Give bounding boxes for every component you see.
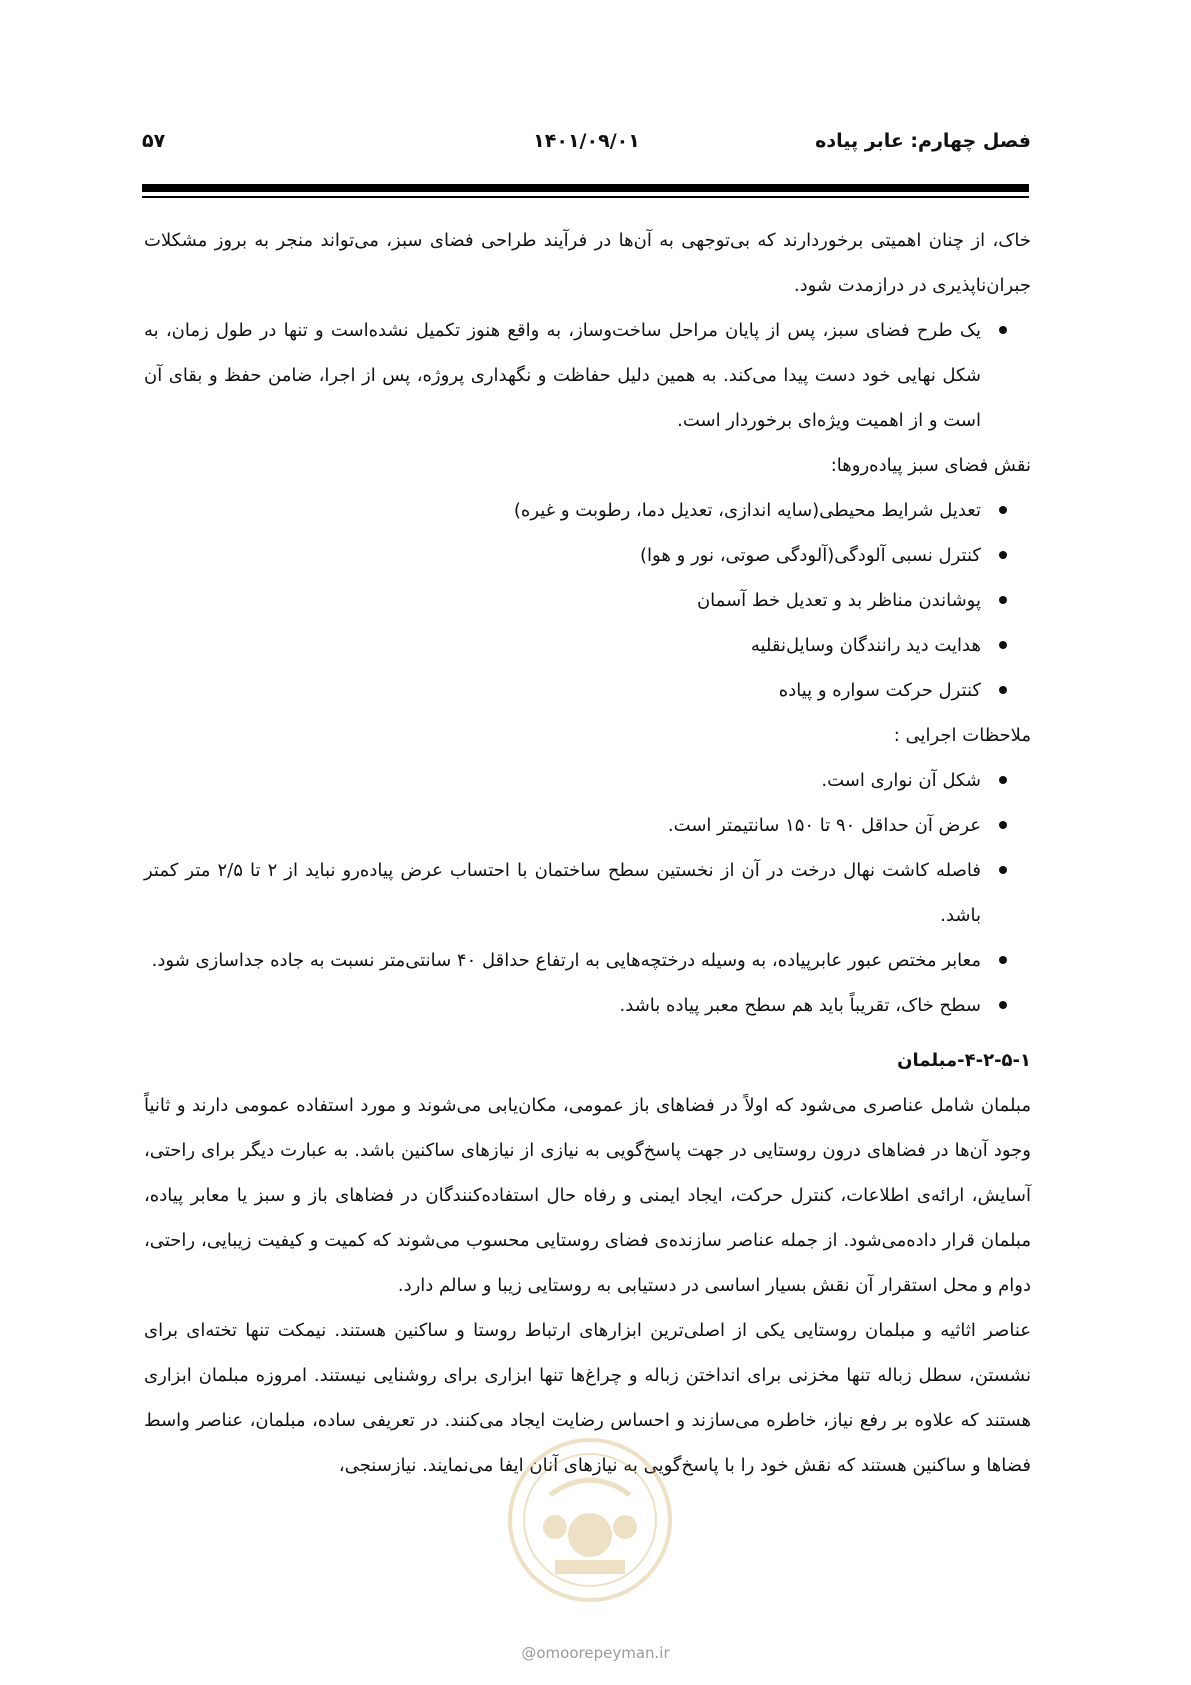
header-date: ۱۴۰۱/۰۹/۰۱ bbox=[533, 130, 640, 152]
bullet-icon bbox=[999, 686, 1007, 694]
list-item: فاصله کاشت نهال درخت در آن از نخستین سطح ساختمان با احتساب عرض پیاده‌رو نباید از ۲ تا ۲/۵ متر کمتر باشد. bbox=[144, 848, 1031, 938]
page-header bbox=[142, 130, 1031, 164]
bullet-icon bbox=[999, 821, 1007, 829]
bullet-list-maintenance bbox=[144, 308, 1031, 443]
bullet-icon bbox=[999, 866, 1007, 874]
bullet-list-notes bbox=[144, 758, 1031, 1028]
list-item: پوشاندن مناظر بد و تعدیل خط آسمان bbox=[144, 578, 1031, 623]
list-item: سطح خاک، تقریباً باید هم سطح معبر پیاده باشد. bbox=[144, 983, 1031, 1028]
list-item: معابر مختص عبور عابرپیاده، به وسیله درختچه‌هایی به ارتفاع حداقل ۴۰ سانتی‌متر نسبت به جاده جداسازی شود. bbox=[144, 938, 1031, 983]
bullet-icon bbox=[999, 956, 1007, 964]
body-content bbox=[144, 218, 1031, 1488]
furniture-paragraph-1: مبلمان شامل عناصری می‌شود که اولاً در فضاهای باز عمومی، مکان‌یابی می‌شوند و مورد استفاده عمومی دارند و ثانیاً وجود آن‌ها در فضاهای درون روستایی در جهت پاسخ‌گویی به نیازی از نیازهای ساکنین باشد. به عبارت دیگر برای راحتی، آسایش، ارائه‌ی اطلاعات، کنترل حرکت، ایجاد ایمنی و رفاه حال استفاده‌کنندگان در فضاهای باز و سبز یا معابر پیاده، مبلمان قرار داده‌می‌شود. از جمله عناصر سازنده‌ی فضای روستایی محسوب می‌شوند که کمیت و کیفیت زیبایی، راحتی، دوام و محل استقرار آن نقش بسیار اساسی در دستیابی به روستایی زیبا و سالم دارد. bbox=[144, 1095, 1031, 1296]
list-item: هدایت دید رانندگان وسایل‌نقلیه bbox=[144, 623, 1031, 668]
list-item: تعدیل شرایط محیطی(سایه اندازی، تعدیل دما، رطوبت و غیره) bbox=[144, 488, 1031, 533]
list-item: کنترل حرکت سواره و پیاده bbox=[144, 668, 1031, 713]
bullet-icon bbox=[999, 596, 1007, 604]
header-rule-thick bbox=[142, 184, 1029, 192]
list-item: یک طرح فضای سبز، پس از پایان مراحل ساخت‌وساز، به واقع هنوز تکمیل نشده‌است و تنها در طول زمان، به شکل نهایی خود دست پیدا می‌کند. به همین دلیل حفاظت و نگهداری پروژه، پس از اجرا، ضامن حفظ و بقای آن است و از اهمیت ویژه‌ای برخوردار است. bbox=[144, 308, 1031, 443]
section-heading: ۴-۲-۵-۱-مبلمان bbox=[897, 1050, 1031, 1071]
bullet-icon bbox=[999, 776, 1007, 784]
roles-title: نقش فضای سبز پیاده‌روها: bbox=[830, 455, 1031, 476]
bullet-icon bbox=[999, 1001, 1007, 1009]
bullet-icon bbox=[999, 326, 1007, 334]
bullet-icon bbox=[999, 506, 1007, 514]
watermark-seal-icon bbox=[505, 1435, 675, 1605]
list-item: کنترل نسبی آلودگی(آلودگی صوتی، نور و هوا) bbox=[144, 533, 1031, 578]
furniture-paragraph-2: عناصر اثاثیه و مبلمان روستایی یکی از اصلی‌ترین ابزارهای ارتباط روستا و ساکنین هستند. نیمکت تنها تخته‌ای برای نشستن، سطل زباله تنها مخزنی برای انداختن زباله و چراغ‌ها تنها ابزاری برای روشنایی نیستند. امروزه مبلمان ابزاری هستند که علاوه بر رفع نیاز، خاطره می‌سازند و احساس رضایت ایجاد می‌کنند. در تعریفی ساده، مبلمان، عناصر واسط فضاها و ساکنین هستند که نقش خود را با پاسخ‌گویی به نیازهای آنان ایفا می‌نمایند. نیازسنجی، bbox=[144, 1320, 1031, 1476]
list-item: شکل آن نواری است. bbox=[144, 758, 1031, 803]
list-item: عرض آن حداقل ۹۰ تا ۱۵۰ سانتیمتر است. bbox=[144, 803, 1031, 848]
notes-title: ملاحظات اجرایی : bbox=[893, 725, 1031, 746]
page-number: ۵۷ bbox=[142, 130, 166, 152]
watermark-site-text: @omoorepeyman.ir bbox=[521, 1644, 670, 1662]
bullet-icon bbox=[999, 551, 1007, 559]
bullet-list-roles bbox=[144, 488, 1031, 713]
intro-paragraph: خاک، از چنان اهمیتی برخوردارند که بی‌توجهی به آن‌ها در فرآیند طراحی فضای سبز، می‌تواند منجر به بروز مشکلات جبران‌ناپذیری در درازمدت شود. bbox=[144, 230, 1031, 296]
chapter-title: فصل چهارم: عابر پیاده bbox=[815, 130, 1031, 152]
bullet-icon bbox=[999, 641, 1007, 649]
header-rule-thin bbox=[142, 196, 1029, 198]
